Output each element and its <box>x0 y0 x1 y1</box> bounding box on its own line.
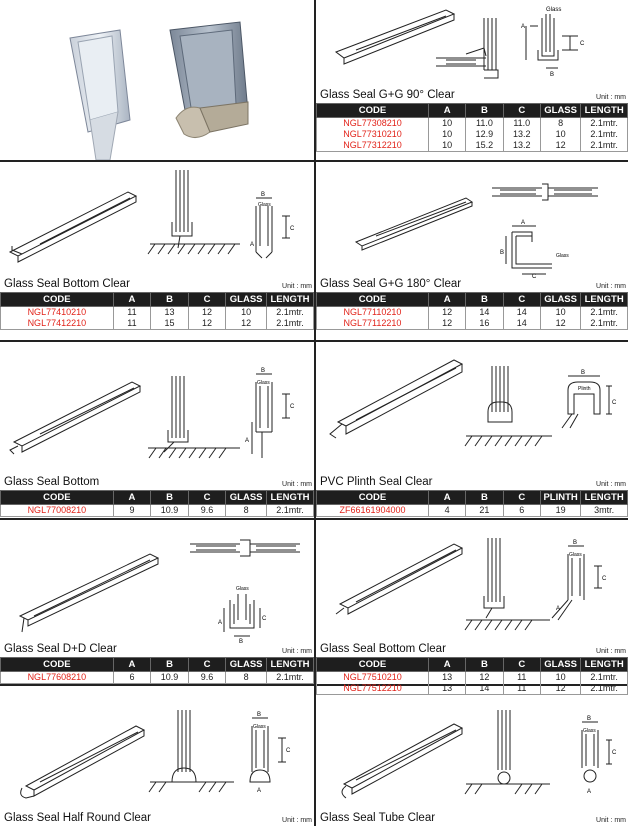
dim-label-b: B <box>587 716 592 722</box>
product-title: Glass Seal Half Round Clear <box>4 812 152 824</box>
product-title: Glass Seal Tube Clear <box>320 812 436 824</box>
unit-label: Unit : mm <box>282 817 312 824</box>
spec-table <box>0 490 314 517</box>
column-header: GLASS <box>540 293 580 307</box>
column-header: CODE <box>317 658 429 672</box>
product-drawing-gg90 <box>316 0 628 88</box>
product-cell-half-round <box>0 686 314 826</box>
column-header: A <box>113 293 151 307</box>
table-header-row <box>317 658 628 672</box>
dim-label-c: C <box>580 41 585 47</box>
table-row <box>317 140 628 152</box>
spec-value: 10 <box>540 129 580 140</box>
dim-label-b: B <box>581 370 586 376</box>
table-header-row <box>1 293 314 307</box>
product-drawing-tube <box>316 686 628 812</box>
spec-value: 2.1mtr. <box>581 140 628 152</box>
column-header: C <box>188 293 226 307</box>
column-header: C <box>503 658 540 672</box>
spec-value: 10 <box>428 140 465 152</box>
column-header: LENGTH <box>581 104 628 118</box>
spec-value: 12 <box>428 307 465 319</box>
dim-label-a: A <box>257 788 262 794</box>
product-code: NGL77512210 <box>317 683 429 695</box>
glass-label: Glass <box>546 7 562 13</box>
column-header: GLASS <box>540 658 580 672</box>
product-drawing-bottom-clear-2 <box>316 520 628 644</box>
spec-value: 8 <box>226 505 267 517</box>
glass-label: Glass <box>583 728 596 734</box>
table-header-row <box>1 491 314 505</box>
spec-value: 2.1mtr. <box>581 318 628 330</box>
product-drawing-half-round <box>0 686 314 812</box>
column-header: CODE <box>317 104 429 118</box>
dim-label-b: B <box>550 72 555 78</box>
spec-table <box>316 103 628 152</box>
spec-value: 13 <box>151 307 189 319</box>
column-header: A <box>428 491 465 505</box>
spec-value: 12.9 <box>466 129 503 140</box>
dim-label-a: A <box>556 606 561 612</box>
spec-value: 10.9 <box>151 505 189 517</box>
glass-label: Glass <box>569 552 582 558</box>
spec-table <box>316 292 628 330</box>
column-header: B <box>466 491 503 505</box>
table-row <box>1 307 314 319</box>
product-code: NGL77312210 <box>317 140 429 152</box>
spec-value: 10 <box>540 307 580 319</box>
glass-label: Glass <box>257 380 270 386</box>
column-header: GLASS <box>226 293 267 307</box>
column-header: C <box>188 491 226 505</box>
dim-label-a: A <box>250 242 255 248</box>
spec-value: 12 <box>540 140 580 152</box>
spec-value: 10 <box>428 118 465 130</box>
spec-value: 13 <box>428 683 465 695</box>
dim-label-c: C <box>262 616 267 622</box>
glass-label: Glass <box>253 724 266 730</box>
spec-value: 19 <box>540 505 580 517</box>
product-cell-gg180 <box>316 162 628 340</box>
spec-value: 8 <box>226 672 267 684</box>
dim-label-a: A <box>218 620 223 626</box>
spec-value: 3mtr. <box>581 505 628 517</box>
spec-value: 2.1mtr. <box>267 318 314 330</box>
spec-value: 15 <box>151 318 189 330</box>
unit-label: Unit : mm <box>596 94 626 101</box>
dim-label-c: C <box>612 750 617 756</box>
column-header: LENGTH <box>581 491 628 505</box>
spec-value: 9 <box>113 505 151 517</box>
product-code: NGL77310210 <box>317 129 429 140</box>
column-header: C <box>503 491 540 505</box>
spec-value: 10.9 <box>151 672 189 684</box>
dim-label-c: C <box>286 748 291 754</box>
spec-value: 2.1mtr. <box>581 118 628 130</box>
column-header: A <box>113 491 151 505</box>
unit-label: Unit : mm <box>596 481 626 488</box>
product-photo <box>0 0 314 160</box>
product-title: Glass Seal G+G 180° Clear <box>320 278 462 290</box>
spec-value: 10 <box>226 307 267 319</box>
column-header: LENGTH <box>581 658 628 672</box>
spec-table <box>0 657 314 684</box>
column-header: A <box>113 658 151 672</box>
product-code: NGL77410210 <box>1 307 114 319</box>
spec-value: 11 <box>503 672 540 684</box>
dim-label-b: B <box>261 368 266 374</box>
spec-value: 8 <box>540 118 580 130</box>
column-header: A <box>428 658 465 672</box>
spec-value: 12 <box>466 672 503 684</box>
spec-value: 4 <box>428 505 465 517</box>
spec-value: 10 <box>428 129 465 140</box>
unit-label: Unit : mm <box>596 283 626 290</box>
glass-label: Glass <box>236 586 249 592</box>
table-row <box>317 672 628 684</box>
table-row <box>317 129 628 140</box>
spec-value: 15.2 <box>466 140 503 152</box>
spec-value: 9.6 <box>188 672 226 684</box>
column-header: GLASS <box>540 104 580 118</box>
spec-table <box>316 490 628 517</box>
dim-label-c: C <box>532 274 537 278</box>
table-row <box>1 672 314 684</box>
product-title: Glass Seal D+D Clear <box>4 643 117 655</box>
table-row <box>317 318 628 330</box>
product-drawing-bottom-clear <box>0 162 314 278</box>
product-photo-cell <box>0 0 314 160</box>
spec-value: 2.1mtr. <box>581 307 628 319</box>
column-header: CODE <box>1 293 114 307</box>
product-code: NGL77110210 <box>317 307 429 319</box>
column-header: B <box>466 104 503 118</box>
product-title: Glass Seal Bottom <box>4 476 100 488</box>
product-drawing-pvc-plinth <box>316 342 628 476</box>
column-header: B <box>151 293 189 307</box>
product-cell-gg90 <box>316 0 628 160</box>
spec-value: 12 <box>188 307 226 319</box>
table-row <box>317 505 628 517</box>
product-title: Glass Seal Bottom Clear <box>4 278 130 290</box>
product-cell-bottom-clear-2 <box>316 520 628 693</box>
spec-value: 6 <box>503 505 540 517</box>
column-header: A <box>428 293 465 307</box>
table-row <box>317 118 628 130</box>
column-header: CODE <box>317 491 429 505</box>
column-header: B <box>151 658 189 672</box>
column-header: B <box>466 658 503 672</box>
product-code: NGL77412210 <box>1 318 114 330</box>
spec-value: 13.2 <box>503 129 540 140</box>
product-title: Glass Seal Bottom Clear <box>320 643 446 655</box>
column-header: LENGTH <box>267 293 314 307</box>
product-code: NGL77308210 <box>317 118 429 130</box>
column-header: C <box>188 658 226 672</box>
unit-label: Unit : mm <box>282 648 312 655</box>
spec-value: 13.2 <box>503 140 540 152</box>
column-header: C <box>503 293 540 307</box>
dim-label-c: C <box>602 576 607 582</box>
spec-value: 14 <box>503 318 540 330</box>
spec-value: 2.1mtr. <box>581 129 628 140</box>
column-header: A <box>428 104 465 118</box>
dim-label-a: A <box>521 24 526 30</box>
dim-label-a: A <box>521 220 526 226</box>
unit-label: Unit : mm <box>282 283 312 290</box>
spec-value: 2.1mtr. <box>267 672 314 684</box>
column-header: LENGTH <box>267 658 314 672</box>
spec-value: 2.1mtr. <box>581 672 628 684</box>
spec-value: 11 <box>503 683 540 695</box>
product-code: NGL77008210 <box>1 505 114 517</box>
product-cell-bottom-clear <box>0 162 314 340</box>
dim-label-b: B <box>239 639 244 644</box>
product-title: Glass Seal G+G 90° Clear <box>320 89 455 101</box>
spec-value: 16 <box>466 318 503 330</box>
column-header: CODE <box>1 658 114 672</box>
plinth-label: Plinth <box>578 386 591 392</box>
spec-value: 13 <box>428 672 465 684</box>
product-drawing-dd <box>0 520 314 644</box>
spec-value: 11 <box>113 307 151 319</box>
table-row <box>317 307 628 319</box>
product-cell-pvc-plinth <box>316 342 628 518</box>
spec-value: 12 <box>188 318 226 330</box>
spec-table <box>0 292 314 330</box>
spec-value: 12 <box>540 683 580 695</box>
product-code: NGL77510210 <box>317 672 429 684</box>
spec-value: 14 <box>466 683 503 695</box>
unit-label: Unit : mm <box>596 648 626 655</box>
spec-value: 9.6 <box>188 505 226 517</box>
dim-label-a: A <box>587 789 592 795</box>
column-header: CODE <box>1 491 114 505</box>
column-header: GLASS <box>226 658 267 672</box>
spec-value: 2.1mtr. <box>267 307 314 319</box>
product-cell-tube <box>316 686 628 826</box>
column-header: B <box>466 293 503 307</box>
dim-label-a: A <box>245 438 250 444</box>
product-cell-bottom <box>0 342 314 518</box>
column-header: B <box>151 491 189 505</box>
dim-label-c: C <box>612 400 617 406</box>
spec-value: 11.0 <box>503 118 540 130</box>
dim-label-b: B <box>261 192 266 198</box>
dim-label-c: C <box>290 404 295 410</box>
dim-label-b: B <box>500 250 505 256</box>
spec-value: 12 <box>540 318 580 330</box>
product-code: NGL77112210 <box>317 318 429 330</box>
product-cell-dd <box>0 520 314 684</box>
table-header-row <box>317 104 628 118</box>
column-header: CODE <box>317 293 429 307</box>
table-header-row <box>317 293 628 307</box>
spec-value: 6 <box>113 672 151 684</box>
product-drawing-gg180 <box>316 162 628 278</box>
product-title: PVC Plinth Seal Clear <box>320 476 433 488</box>
dim-label-b: B <box>257 712 262 718</box>
column-header: C <box>503 104 540 118</box>
dim-label-c: C <box>290 226 295 232</box>
table-row <box>1 318 314 330</box>
spec-value: 21 <box>466 505 503 517</box>
dim-label-b: B <box>573 540 578 546</box>
spec-value: 12 <box>428 318 465 330</box>
spec-value: 14 <box>503 307 540 319</box>
unit-label: Unit : mm <box>282 481 312 488</box>
column-header: LENGTH <box>581 293 628 307</box>
column-header: GLASS <box>226 491 267 505</box>
product-code: NGL77608210 <box>1 672 114 684</box>
column-header: PLINTH <box>540 491 580 505</box>
spec-value: 14 <box>466 307 503 319</box>
product-code: ZF66161904000 <box>317 505 429 517</box>
spec-value: 2.1mtr. <box>267 505 314 517</box>
spec-value: 2.1mtr. <box>581 683 628 695</box>
table-header-row <box>1 658 314 672</box>
column-header: LENGTH <box>267 491 314 505</box>
unit-label: Unit : mm <box>596 817 626 824</box>
spec-value: 11.0 <box>466 118 503 130</box>
table-row <box>1 505 314 517</box>
spec-value: 11 <box>113 318 151 330</box>
glass-label: Glass <box>258 202 271 208</box>
table-header-row <box>317 491 628 505</box>
spec-value: 12 <box>226 318 267 330</box>
glass-label: Glass <box>556 253 569 259</box>
spec-value: 10 <box>540 672 580 684</box>
product-drawing-bottom <box>0 342 314 476</box>
